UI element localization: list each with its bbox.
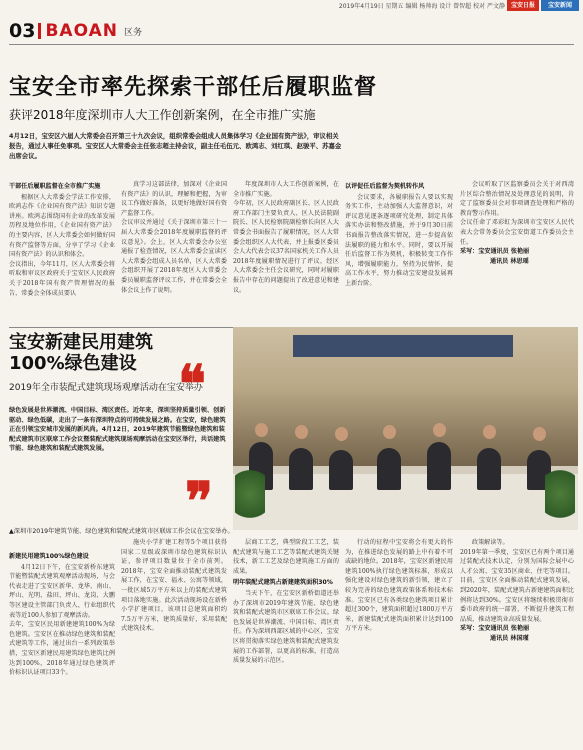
- story2-col2-text: 施央小学扩建工程等5个项目获得国家二星级或深圳市绿色建筑标识认证，参评项目数量位于全市前列。2018年，宝安全面推动装配式建筑发展工作，在宝安、福永、公寓等领域，一批区域5万平方米以上的装配式建筑项目落地实施。此次活动现场设在新桥小学扩建项目，该项目总建筑面积约7.5万平方米，建筑质量好，采用装配式建筑技术。: [121, 539, 227, 633]
- headline-2: [9, 332, 153, 374]
- story1-column-3: [233, 180, 339, 325]
- story1-subhead-1: 干部任后履职监督在全市推广实施: [9, 183, 101, 190]
- story1-subhead-2: 以评促任后监督为契机转作风: [345, 183, 425, 190]
- section-divider-bar: [38, 23, 41, 39]
- photo-banner: [293, 335, 513, 357]
- story1-column-4: [345, 180, 453, 325]
- section-subtitle: 区务: [123, 27, 142, 38]
- section-header: [9, 20, 142, 42]
- story2-column-1: [9, 550, 115, 746]
- story1-column-1: [9, 180, 115, 325]
- story2-col4-text: 行动的征程中宝安将会有更大的作为，在推进绿色发展的路上中有着不可或缺的地位。2018年，宝安区新建民用建筑100%执行绿色建筑标准，形成以强化建设对绿色建筑的新引领，建立了较为完善的绿色建筑政策体系和技术标准。宝安区已有各类绿色建筑项目累计超过300个，建筑面积超过1800万平方米，新建装配式建筑面积累计达到100万平方米。: [345, 539, 453, 633]
- story2-column-4: [345, 538, 453, 746]
- date-line: 2019年4月19日 星期五 编辑 杨帅海 设计 曾智超 校对 严文静: [338, 3, 505, 10]
- story2-col1-text: 4月12日下午，在宝安新桥东建筑节能暨装配式建筑观摩活动现场，与会代表走进了宝安区新华、龙华、南山、坪山、光明、盐田、坪山、龙岗、大鹏等区建设主管部门负责人、行业组织代表等近100人参加了观摩活动。 去年，宝安区民用新建建筑100%为绿色建筑。宝安区在推动绿色建筑和装配式建筑等工作，通过出台一系列政策举措，宝安区新建民用建筑绿色建筑比例达到100%，2018年通过绿色建筑评价标识认证项目33个。: [9, 563, 115, 677]
- meeting-photo: [233, 327, 578, 530]
- story1-column-2: [121, 180, 227, 325]
- headline-2-line-1: 宝安新建民用建筑: [9, 332, 153, 353]
- story1-col3-text: 年度深圳市人大工作创新案例，在全市推广实施。 今年初，区人民政府副区长、区人民政府工作部门主要负责人、区人民法院副院长、区人民检察院副检察长向区人大常委会书面报告了履职情况，区人大常委会组织区人大代表，并上报委区委员会人大代表会议37名国家机关工作人员2018年度履职情况进行了评议，经区人大常委会主任会议研究，同时对履职报告中存在的问题提出了改进意见和建议。: [233, 181, 339, 294]
- story2-byline: 采写：宝安通讯员 张艳丽: [460, 625, 530, 633]
- story2-col5-text: 政策解读等。 2019年第一季度，宝安区已有两个项目通过装配式技术认定，分别为国际会展中心人才公寓、宝安35区商业、住宅等项目。目前，宝安区全面推动装配式建筑发展，到2020年，装配式建筑占新建建筑面积比例将达到30%。宝安区将继续积极贯彻市委市政府的统一部署，不断提升建筑工程品质，推动建筑业高质量发展。: [460, 539, 574, 623]
- header-rule: [9, 44, 574, 45]
- story2-column-3: [233, 538, 339, 746]
- story1-column-5: [460, 180, 574, 325]
- newspaper-logo: 宝安日报: [507, 0, 539, 11]
- section-name: BAOAN: [45, 21, 118, 41]
- story1-col1-text: 根据区人大常委会学法工作安排，欧鸿志作《企业国有资产法》知识专题讲座。欧鸿志围绕国有企业的改革发展历程及地位作用，《企业国有资产法》的主要内容，区人大常委会如何做好国有资产监督等方面，分享了学习《企业国有资产法》的认识和体会。 会议指出，今年11月，区人大常委会将听取和审议区政府关于宝安区人民政府关于2018年国有资产管理情况的报告，常委会全体成员要认: [9, 193, 115, 297]
- story1-col4-text: 会议要求，各履职报告人要以实现务实工作，主动加强人大监督意识，对评议意见逐条逐项研究处理，制定具体落实办法和整改措施，并于9月30日前书面报告整改落实情况，进一步提高依法履职的能力和水平。同时，要以开展任后监督工作为契机，积极转变工作作风，增强履职能力，坚持为民情怀，提高工作水平，努力推动宝安建设发展再上新台阶。: [345, 193, 453, 287]
- quote-mark-open: ❝: [178, 354, 206, 415]
- story1-col5-text: 会议听取了区监察委员会关于对西湾片区综合整治情况及处理意见的说明，肯定了监察委员会对事项调查处理和严格的教育警示作用。 会议任命了邓彩虹为深圳市宝安区人民代表大会常务委员会宝安街道工作委员会主任。: [460, 181, 574, 246]
- subheadline-2: 2019年全市装配式建筑现场观摩活动在宝安举办: [9, 383, 203, 393]
- story2-col3-text: 层商工工艺，典型阶段工工艺，装配式建筑与施工工艺等装配式建筑关键技术，新工工艺及绿色建筑施工方面的成果。: [233, 539, 339, 575]
- headline-1: 宝安全市率先探索干部任后履职监督: [9, 75, 378, 100]
- lead-paragraph-2: 绿色发展是世界潮流、中国目标、湾区责任。近年来，深圳坚持质量引领、创新驱动、绿色低碳，走出了一条有深圳特点的可持续发展之路。在宝安，绿色建筑正在引领宝安城市发展的新风尚。4月12日，2019年建筑节能暨绿色建筑和装配式建筑市区联席工作会议暨装配式建筑现场观摩活动在宝安区举行，共话建筑节能、绿色建筑和装配式建筑发展。: [9, 407, 226, 453]
- photo-caption: ▲深圳市2019年建筑节能、绿色建筑和装配式建筑市区联席工作会议在宝安举办。: [9, 528, 234, 535]
- story1-byline-2: 通讯员 林思瑶: [490, 257, 529, 265]
- quote-mark-close: ❞: [185, 471, 213, 532]
- story1-col2-text: 真学习这部法律，加深对《企业国有资产法》的认识，理解和把握，为审议工作做好准备，以更好地做好国有资产监督工作。 会议审议并通过《关于深圳市第三十一届人大常委会2018年度履职监督的评议意见》。会上，区人大常委会办公室通报了检查情况，区人大常委会宣读区人大常委会组成人员名单，区人大常委会组织开展了2018年度区人大常委会委员履职监督评议工作，并在常委会全体会议上作了说明。: [121, 181, 227, 294]
- subheadline-1: 获评2018年度深圳市人大工作创新案例，在全市推广实施: [9, 108, 316, 122]
- story1-byline: 采写：宝安通讯员 张艳丽: [460, 248, 530, 256]
- story2-column-2: [121, 538, 227, 746]
- story2-subhead-1: 新建民用建筑100%绿色建设: [9, 553, 89, 560]
- story2-col3b-text: 当天下午，在宝安区新桥街道还举办了深圳市2019年建筑节能、绿色建筑和装配式建筑市区联席工作会议。绿色发展是世界潮流、中国目标、湾区责任。作为深圳西部区域的中心区，宝安区将贯彻落实绿色建筑和装配式建筑发展的工作部署，以更高的标准，打造高质量发展的示范区。: [233, 589, 339, 665]
- section-logo: 宝安新闻: [541, 0, 579, 11]
- lead-paragraph-1: 4月12日，宝安区六届人大常委会召开第三十九次会议，组织常委会组成人员集体学习《企业国有资产法》，审议相关报告，通过人事任免事项。宝安区人大常委会主任张志超主持会议，副主任毛伍元、欧鸿志、刘红琪、赵骏平、苏嘉金出席会议。: [9, 132, 342, 160]
- story2-column-5: [460, 538, 574, 746]
- page-number: 03: [9, 20, 36, 42]
- story2-byline-2: 通讯员 林国瑾: [490, 634, 529, 642]
- headline-2-line-2: 100%绿色建设: [9, 353, 137, 374]
- story2-subhead-2: 明年装配式建筑占新建建筑面积30%: [233, 579, 333, 587]
- masthead-bar: [0, 0, 583, 12]
